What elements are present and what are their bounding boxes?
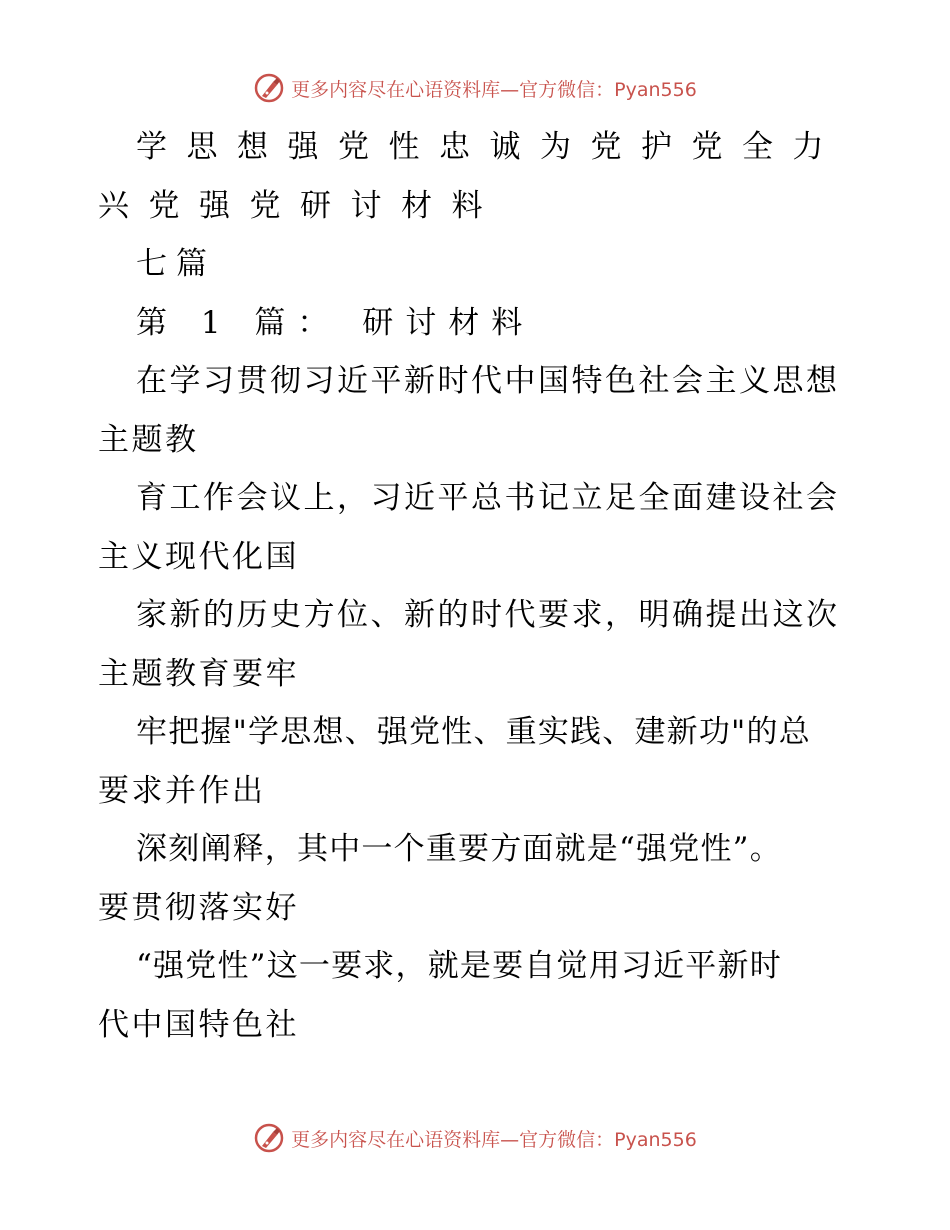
paragraph-line: 主题教育要牢 [98, 655, 299, 692]
pen-nib-logo-icon [253, 72, 285, 104]
subtitle-line: 七篇 [136, 246, 216, 282]
paragraph-line: 家新的历史方位、新的时代要求，明确提出这次 [136, 597, 840, 633]
paragraph-line: 主题教 [98, 421, 199, 458]
document-body [98, 118, 858, 1054]
paragraph-line: 主义现代化国 [98, 538, 299, 575]
paragraph-line: 代中国特色社 [98, 1006, 299, 1043]
watermark-text: 更多内容尽在心语资料库—官方微信：Pyan556 [291, 1128, 697, 1151]
paragraph-line: 在学习贯彻习近平新时代中国特色社会主义思想 [136, 363, 840, 399]
paragraph-line: 深刻阐释，其中一个重要方面就是“强党性”。 [136, 831, 782, 867]
pen-nib-logo-icon [253, 1122, 285, 1154]
watermark-text: 更多内容尽在心语资料库—官方微信：Pyan556 [291, 78, 697, 101]
paragraph-line: “强党性”这一要求，就是要自觉用习近平新时 [136, 948, 782, 984]
footer-watermark [0, 1122, 950, 1154]
paragraph-line: 育工作会议上，习近平总书记立足全面建设社会 [136, 480, 840, 516]
section-heading: 第 1 篇： 研讨材料 [136, 304, 535, 341]
header-watermark [0, 72, 950, 104]
paragraph-line: 要贯彻落实好 [98, 889, 299, 926]
title-line-1: 学思想强党性忠诚为党护党全力 [136, 129, 843, 165]
paragraph-line: 牢把握"学思想、强党性、重实践、建新功"的总 [136, 714, 811, 750]
title-line-2: 兴党强党研讨材料 [98, 187, 502, 224]
paragraph-line: 要求并作出 [98, 772, 266, 809]
